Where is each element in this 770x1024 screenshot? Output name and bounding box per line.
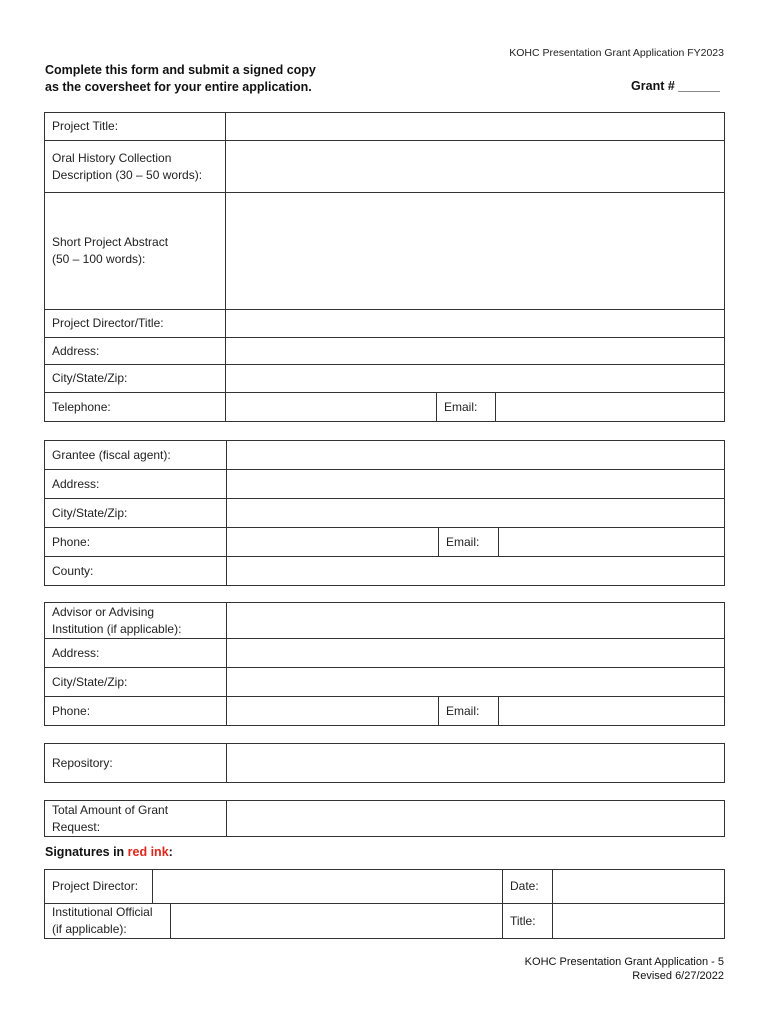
- collection-description-label-line2: Description (30 – 50 words):: [52, 167, 203, 182]
- grantee-county-field[interactable]: [227, 557, 725, 586]
- project-telephone-field[interactable]: [226, 393, 437, 422]
- grantee-field[interactable]: [227, 441, 725, 470]
- project-abstract-field[interactable]: [226, 193, 725, 310]
- date-label: Date:: [503, 870, 553, 904]
- total-amount-label: [45, 801, 227, 837]
- grantee-email-label: Email:: [439, 528, 499, 557]
- advisor-email-label: Email:: [439, 697, 499, 726]
- collection-description-label-line1: Oral History Collection: [52, 150, 172, 165]
- signatures-heading-red: red ink: [127, 845, 169, 859]
- project-city-label: City/State/Zip:: [45, 365, 226, 393]
- grantee-city-field[interactable]: [227, 499, 725, 528]
- instructions-line-2: as the coversheet for your entire application.: [45, 80, 312, 94]
- grantee-phone-field[interactable]: [227, 528, 439, 557]
- signatures-section: [44, 869, 725, 939]
- footer-line-1: KOHC Presentation Grant Application - 5: [524, 956, 724, 968]
- institutional-official-label: [45, 904, 171, 939]
- signatures-heading-prefix: Signatures in: [45, 845, 128, 859]
- advisor-phone-label: Phone:: [45, 697, 227, 726]
- footer-line-2: Revised 6/27/2022: [632, 970, 724, 982]
- project-abstract-label-line1: Short Project Abstract: [52, 235, 169, 249]
- advisor-field[interactable]: [227, 603, 725, 639]
- advisor-city-label: City/State/Zip:: [45, 668, 227, 697]
- grantee-phone-label: Phone:: [45, 528, 227, 557]
- form-id: KOHC Presentation Grant Application FY2023: [509, 47, 724, 59]
- grantee-email-field[interactable]: [499, 528, 725, 557]
- repository-label: Repository:: [45, 744, 227, 783]
- advisor-section: [44, 602, 725, 726]
- advisor-city-field[interactable]: [227, 668, 725, 697]
- project-city-field[interactable]: [226, 365, 725, 393]
- project-abstract-label: [45, 193, 226, 310]
- advisor-label: [45, 603, 227, 639]
- total-amount-label-line1: Total Amount of Grant: [52, 802, 169, 817]
- signatures-heading: [45, 845, 173, 859]
- collection-description-label: [45, 141, 226, 193]
- repository-section: [44, 743, 725, 783]
- grantee-section: [44, 440, 725, 586]
- project-director-field[interactable]: [226, 310, 725, 338]
- project-section: [44, 112, 725, 422]
- project-email-label: Email:: [437, 393, 496, 422]
- instructions: [45, 62, 316, 96]
- grantee-label: Grantee (fiscal agent):: [45, 441, 227, 470]
- advisor-email-field[interactable]: [499, 697, 725, 726]
- grantee-county-label: County:: [45, 557, 227, 586]
- institutional-official-label-line2: (if applicable):: [52, 922, 127, 936]
- grantee-city-label: City/State/Zip:: [45, 499, 227, 528]
- signatures-heading-suffix: :: [168, 845, 173, 859]
- title-label: Title:: [503, 904, 553, 939]
- grantee-address-field[interactable]: [227, 470, 725, 499]
- collection-description-field[interactable]: [226, 141, 725, 193]
- repository-field[interactable]: [227, 744, 725, 783]
- project-email-field[interactable]: [496, 393, 725, 422]
- project-title-field[interactable]: [226, 113, 725, 141]
- advisor-label-line1: Advisor or Advising: [52, 604, 155, 619]
- total-amount-field[interactable]: [227, 801, 725, 837]
- total-section: [44, 800, 725, 837]
- project-address-label: Address:: [45, 338, 226, 365]
- advisor-label-line2: Institution (if applicable):: [52, 621, 182, 636]
- institutional-official-signature-field[interactable]: [171, 904, 503, 939]
- project-abstract-label-line2: (50 – 100 words):: [52, 252, 146, 266]
- total-amount-label-line2: Request:: [52, 819, 101, 834]
- date-field[interactable]: [553, 870, 725, 904]
- project-director-signature-field[interactable]: [153, 870, 503, 904]
- project-director-label: Project Director/Title:: [45, 310, 226, 338]
- title-field[interactable]: [553, 904, 725, 939]
- project-telephone-label: Telephone:: [45, 393, 226, 422]
- advisor-address-field[interactable]: [227, 639, 725, 668]
- advisor-address-label: Address:: [45, 639, 227, 668]
- project-address-field[interactable]: [226, 338, 725, 365]
- project-director-signature-label: Project Director:: [45, 870, 153, 904]
- grant-number: Grant # ______: [631, 79, 720, 93]
- footer: [525, 955, 724, 983]
- institutional-official-label-line1: Institutional Official: [52, 905, 153, 919]
- project-title-label: Project Title:: [45, 113, 226, 141]
- grantee-address-label: Address:: [45, 470, 227, 499]
- advisor-phone-field[interactable]: [227, 697, 439, 726]
- instructions-line-1: Complete this form and submit a signed copy: [45, 63, 316, 77]
